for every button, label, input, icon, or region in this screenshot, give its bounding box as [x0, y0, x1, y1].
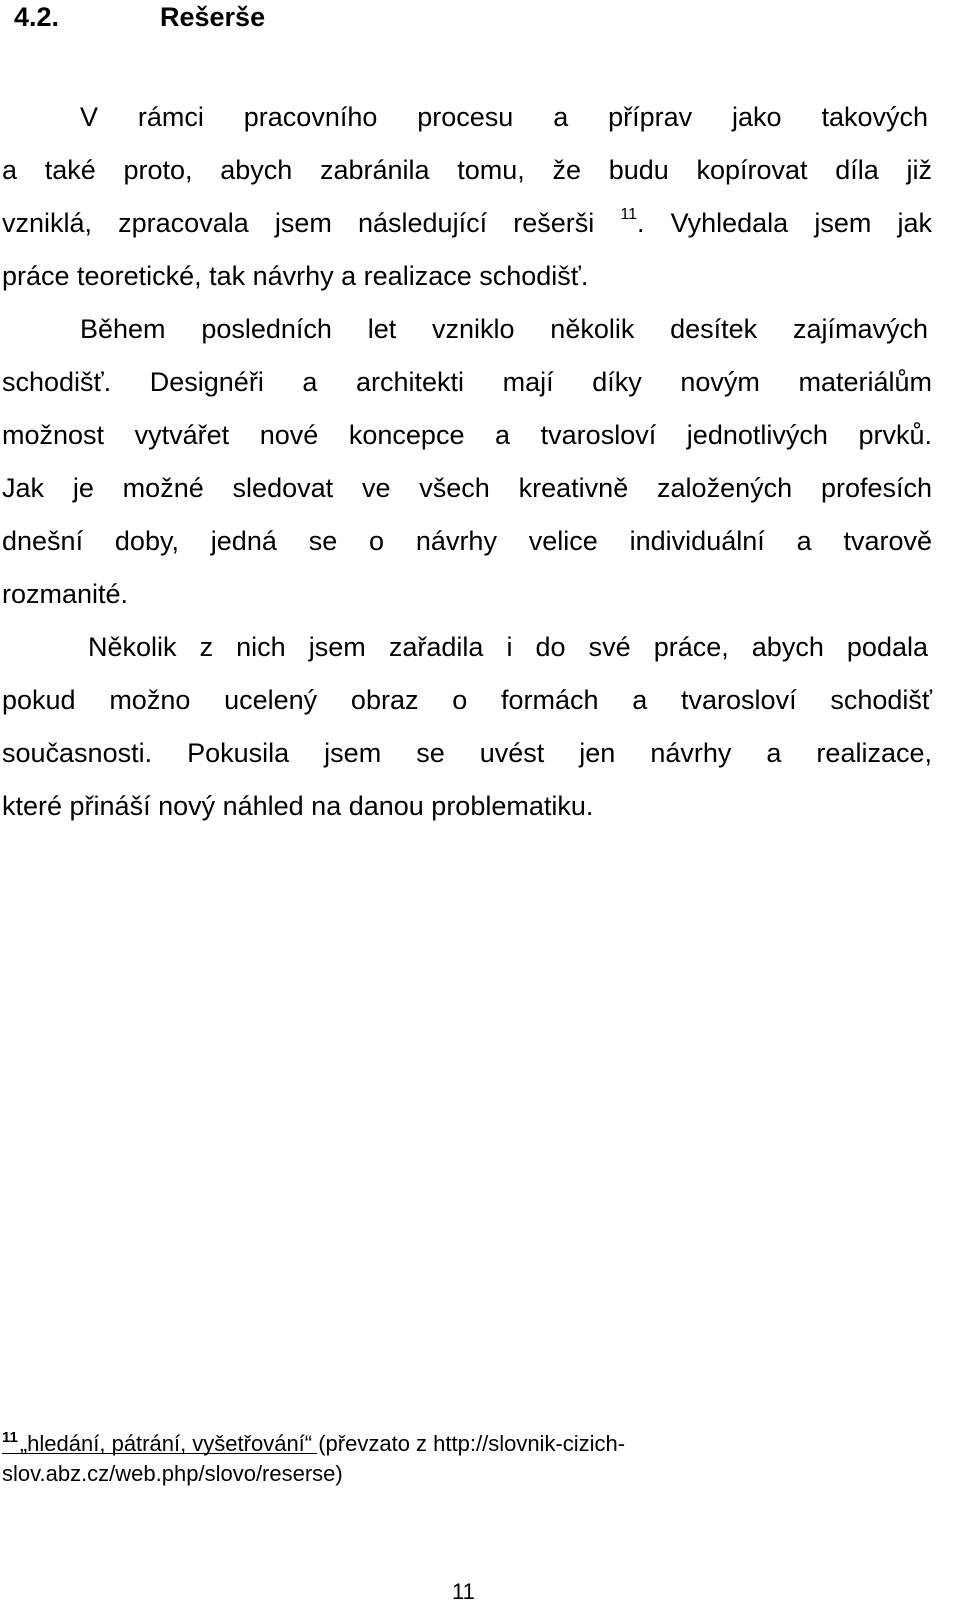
section-heading	[14, 0, 265, 34]
paragraph-line-text: vzniklá, zpracovala jsem následující rešerši	[2, 208, 595, 238]
paragraph-line: rozmanité.	[2, 579, 129, 609]
paragraph-line: Několik z nich jsem zařadila i do své práce, abych podala	[88, 632, 928, 662]
footnote-text: „hledání, pátrání, vyšetřování“ (převzato z http://slovnik-cizich-	[19, 1431, 626, 1456]
paragraph-line: práce teoretické, tak návrhy a realizace schodišť.	[2, 261, 589, 291]
section-number: 4.2.	[14, 2, 60, 32]
paragraph-line: a také proto, abych zabránila tomu, že budu kopírovat díla již	[2, 155, 932, 185]
footnote	[2, 1430, 942, 1458]
paragraph-line: Jak je možné sledovat ve všech kreativně založených profesích	[2, 473, 932, 503]
paragraph-line: V rámci pracovního procesu a příprav jako takových	[80, 102, 928, 132]
page-number: 11	[452, 1579, 475, 1604]
paragraph-line-text: . Vyhledala jsem jak	[636, 208, 932, 238]
paragraph-line: Během posledních let vzniklo několik desítek zajímavých	[80, 314, 928, 344]
paragraph-line: dnešní doby, jedná se o návrhy velice individuální a tvarově	[2, 526, 932, 556]
footnote-continuation: slov.abz.cz/web.php/slovo/reserse)	[2, 1461, 343, 1486]
paragraph-line: současnosti. Pokusila jsem se uvést jen návrhy a realizace,	[2, 738, 932, 768]
paragraph-line: možnost vytvářet nové koncepce a tvarosloví jednotlivých prvků.	[2, 420, 932, 450]
paragraph-line: schodišť. Designéři a architekti mají díky novým materiálům	[2, 367, 932, 397]
paragraph-line: které přináší nový náhled na danou problematiku.	[2, 791, 594, 821]
paragraph-line	[2, 206, 932, 240]
section-title: Rešerše	[160, 2, 266, 32]
footnote-marker: 11	[2, 1429, 18, 1446]
footnote-reference: 11	[620, 206, 637, 223]
paragraph-line: pokud možno ucelený obraz o formách a tvarosloví schodišť	[2, 685, 932, 715]
